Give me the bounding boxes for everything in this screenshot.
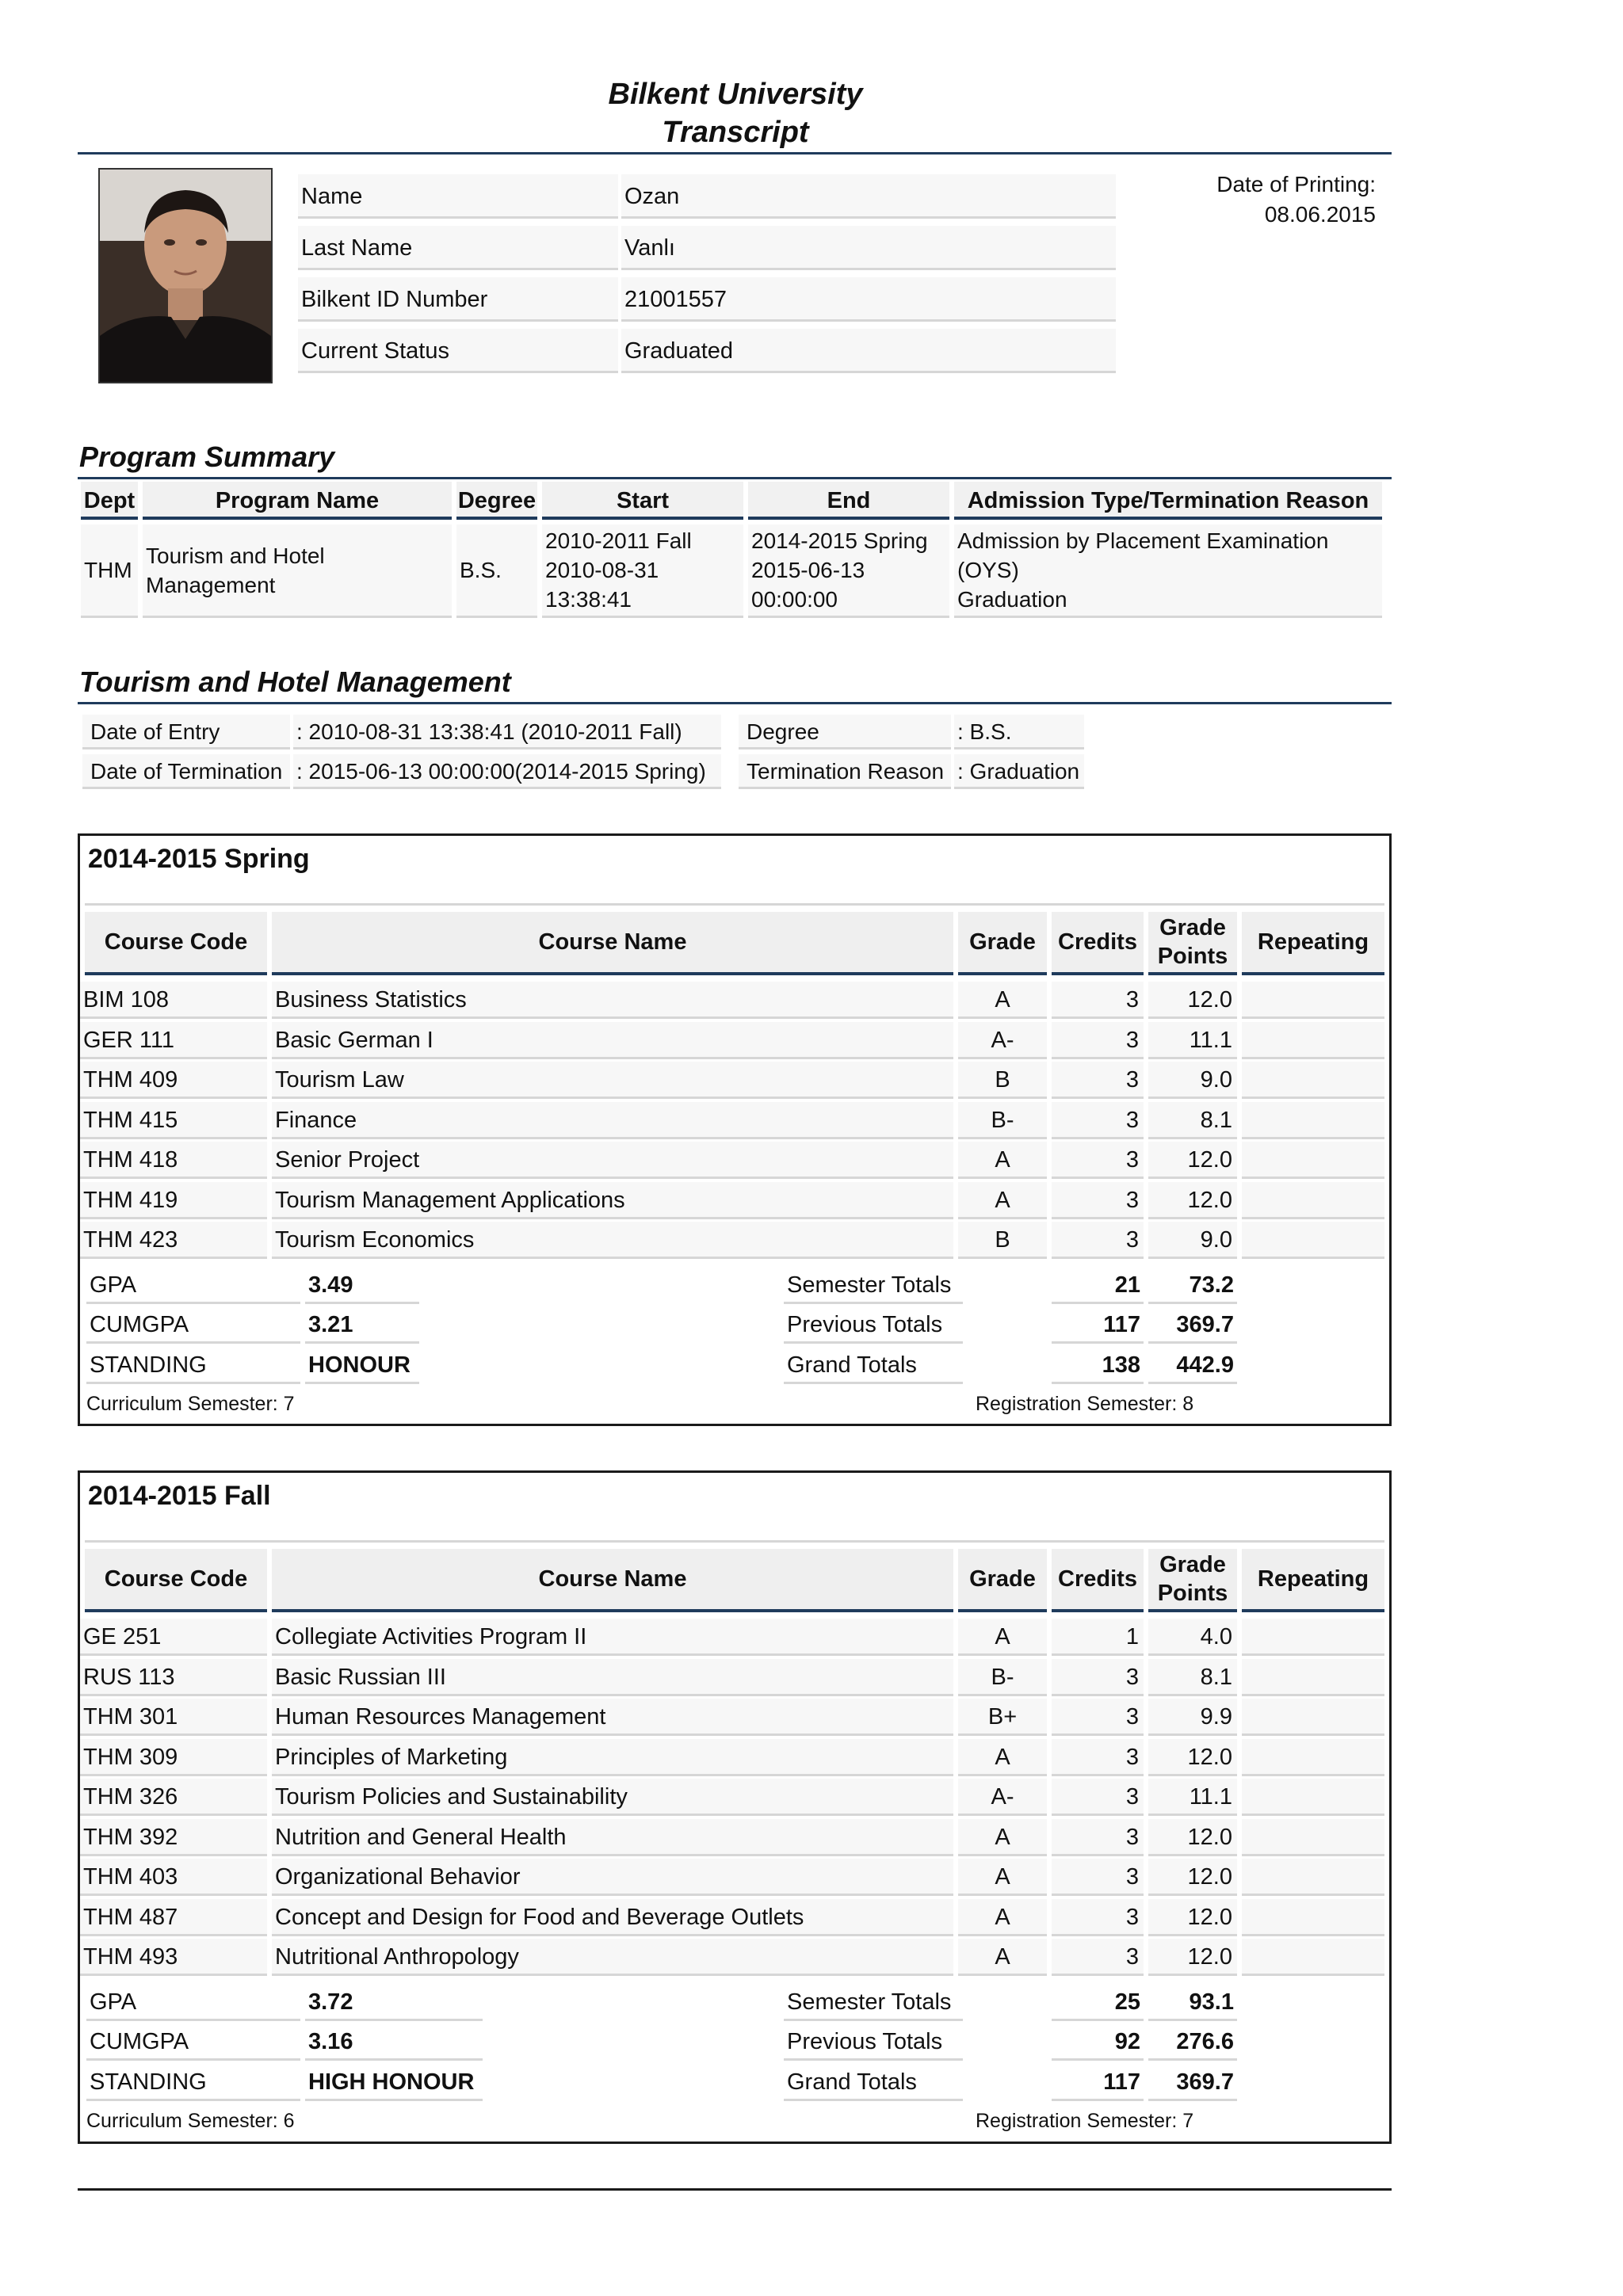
- course-row: [80, 1102, 1389, 1142]
- totals-credits: 117: [1052, 2064, 1144, 2101]
- next-semester-top-border: [78, 2188, 1392, 2191]
- course-credits: 3: [1052, 1142, 1144, 1179]
- student-photo: [98, 168, 273, 383]
- course-grade: A: [958, 1939, 1047, 1976]
- header-grade-points: [1148, 912, 1237, 975]
- course-row: [80, 1022, 1389, 1062]
- degree-value: : B.S.: [954, 715, 1084, 749]
- degree-label: Degree: [739, 715, 951, 749]
- course-repeating: [1242, 1779, 1384, 1816]
- totals-credits: 117: [1052, 1306, 1144, 1344]
- course-grade: A: [958, 982, 1047, 1019]
- course-name: Human Resources Management: [272, 1699, 953, 1736]
- header-grade-points-line1: Grade: [1159, 1552, 1226, 1577]
- totals-label: Grand Totals: [784, 1347, 963, 1384]
- totals-credits: 92: [1052, 2023, 1144, 2061]
- course-row: [80, 1939, 1389, 1978]
- course-row: [80, 1142, 1389, 1181]
- course-credits: 3: [1052, 1022, 1144, 1059]
- entry-value: : 2010-08-31 13:38:41 (2010-2011 Fall): [293, 715, 721, 749]
- ps-start: 2010-2011 Fall 2010-08-31 13:38:41: [542, 524, 743, 618]
- header-repeating: Repeating: [1242, 912, 1384, 975]
- course-code: THM 309: [80, 1739, 267, 1776]
- university-title: Bilkent University: [608, 78, 863, 111]
- info-label: Name: [298, 174, 618, 219]
- course-name: Business Statistics: [272, 982, 953, 1019]
- totals-points: 73.2: [1148, 1267, 1237, 1304]
- header-course-name: Course Name: [272, 912, 953, 975]
- totals-label: Semester Totals: [784, 1267, 963, 1304]
- semester-block: [78, 1470, 1392, 2144]
- course-code: RUS 113: [80, 1659, 267, 1696]
- course-credits: 3: [1052, 1939, 1144, 1976]
- totals-label: Previous Totals: [784, 2023, 963, 2061]
- header-course-code: Course Code: [85, 912, 267, 975]
- header-grade: Grade: [958, 1549, 1047, 1612]
- course-name: Finance: [272, 1102, 953, 1139]
- course-repeating: [1242, 1659, 1384, 1696]
- course-grade-points: 9.9: [1148, 1699, 1237, 1736]
- course-name: Senior Project: [272, 1142, 953, 1179]
- ps-header-start: Start: [542, 482, 743, 520]
- entry-label: Date of Entry: [82, 715, 290, 749]
- course-credits: 3: [1052, 982, 1144, 1019]
- totals-points: 276.6: [1148, 2023, 1237, 2061]
- curriculum-semester: Curriculum Semester: 7: [86, 1393, 295, 1415]
- totals-label: Grand Totals: [784, 2064, 963, 2101]
- course-name: Basic Russian III: [272, 1659, 953, 1696]
- course-grade: A: [958, 1739, 1047, 1776]
- summary-value-cumgpa: 3.21: [305, 1306, 419, 1344]
- course-row: [80, 1779, 1389, 1818]
- course-code: THM 301: [80, 1699, 267, 1736]
- ps-program: Tourism and Hotel Management: [143, 524, 452, 618]
- semester-title: 2014-2015 Fall: [88, 1481, 271, 1511]
- course-grade-points: 12.0: [1148, 982, 1237, 1019]
- course-row: [80, 1619, 1389, 1658]
- registration-semester: Registration Semester: 8: [976, 1393, 1194, 1415]
- summary-value-standing: HIGH HONOUR: [305, 2064, 483, 2101]
- course-code: THM 392: [80, 1819, 267, 1856]
- course-repeating: [1242, 1102, 1384, 1139]
- info-value: 21001557: [621, 277, 1116, 322]
- course-credits: 3: [1052, 1779, 1144, 1816]
- totals-label: Semester Totals: [784, 1984, 963, 2021]
- course-code: THM 326: [80, 1779, 267, 1816]
- course-code: THM 423: [80, 1222, 267, 1259]
- info-label: Bilkent ID Number: [298, 277, 618, 322]
- ps-dept: THM: [81, 524, 138, 618]
- title-separator: [85, 1540, 1384, 1543]
- curriculum-semester: Curriculum Semester: 6: [86, 2110, 295, 2132]
- program-summary-title: Program Summary: [79, 441, 335, 473]
- document-title: Transcript: [662, 116, 809, 149]
- header-repeating: Repeating: [1242, 1549, 1384, 1612]
- course-repeating: [1242, 1819, 1384, 1856]
- summary-label-standing: STANDING: [86, 1347, 300, 1384]
- course-repeating: [1242, 1739, 1384, 1776]
- course-grade-points: 12.0: [1148, 1182, 1237, 1219]
- course-name: Collegiate Activities Program II: [272, 1619, 953, 1656]
- course-code: THM 493: [80, 1939, 267, 1976]
- totals-credits: 138: [1052, 1347, 1144, 1384]
- course-repeating: [1242, 1699, 1384, 1736]
- totals-credits: 21: [1052, 1267, 1144, 1304]
- course-row: [80, 1222, 1389, 1261]
- course-grade-points: 12.0: [1148, 1899, 1237, 1936]
- course-credits: 3: [1052, 1899, 1144, 1936]
- header-grade: Grade: [958, 912, 1047, 975]
- course-grade-points: 12.0: [1148, 1819, 1237, 1856]
- totals-points: 369.7: [1148, 2064, 1237, 2101]
- summary-value-gpa: 3.49: [305, 1267, 419, 1304]
- course-credits: 3: [1052, 1182, 1144, 1219]
- course-grade: A: [958, 1859, 1047, 1896]
- course-grade: A: [958, 1182, 1047, 1219]
- course-code: GER 111: [80, 1022, 267, 1059]
- course-credits: 3: [1052, 1102, 1144, 1139]
- course-grade: B+: [958, 1699, 1047, 1736]
- info-label: Current Status: [298, 329, 618, 373]
- header-course-code: Course Code: [85, 1549, 267, 1612]
- course-credits: 3: [1052, 1659, 1144, 1696]
- course-grade-points: 9.0: [1148, 1222, 1237, 1259]
- course-grade-points: 9.0: [1148, 1062, 1237, 1099]
- ps-header-degree: Degree: [456, 482, 537, 520]
- ps-header-program: Program Name: [143, 482, 452, 520]
- course-name: Tourism Law: [272, 1062, 953, 1099]
- course-code: THM 419: [80, 1182, 267, 1219]
- header-grade-points-line2: Points: [1157, 944, 1228, 969]
- header-grade-points: [1148, 1549, 1237, 1612]
- course-repeating: [1242, 1859, 1384, 1896]
- printing-date: 08.06.2015: [1264, 202, 1376, 227]
- title-separator: [85, 903, 1384, 906]
- summary-label-standing: STANDING: [86, 2064, 300, 2101]
- course-repeating: [1242, 1142, 1384, 1179]
- ps-reason: Admission by Placement Examination (OYS) Graduation: [954, 524, 1382, 618]
- program-title: Tourism and Hotel Management: [79, 666, 511, 698]
- course-grade: A: [958, 1819, 1047, 1856]
- course-credits: 3: [1052, 1062, 1144, 1099]
- course-row: [80, 1859, 1389, 1898]
- course-grade-points: 8.1: [1148, 1659, 1237, 1696]
- course-credits: 3: [1052, 1739, 1144, 1776]
- course-credits: 3: [1052, 1859, 1144, 1896]
- course-name: Tourism Economics: [272, 1222, 953, 1259]
- course-code: THM 409: [80, 1062, 267, 1099]
- course-grade: A: [958, 1899, 1047, 1936]
- course-row: [80, 1899, 1389, 1939]
- course-credits: 3: [1052, 1819, 1144, 1856]
- course-repeating: [1242, 1899, 1384, 1936]
- course-code: THM 418: [80, 1142, 267, 1179]
- course-code: GE 251: [80, 1619, 267, 1656]
- course-row: [80, 1659, 1389, 1699]
- course-grade: B-: [958, 1102, 1047, 1139]
- course-name: Organizational Behavior: [272, 1859, 953, 1896]
- course-grade: B-: [958, 1659, 1047, 1696]
- course-repeating: [1242, 1939, 1384, 1976]
- course-grade-points: 12.0: [1148, 1739, 1237, 1776]
- info-value: Ozan: [621, 174, 1116, 219]
- semester-block: [78, 833, 1392, 1426]
- header-grade-points-line1: Grade: [1159, 915, 1226, 940]
- course-name: Basic German I: [272, 1022, 953, 1059]
- course-row: [80, 1739, 1389, 1779]
- course-grade-points: 4.0: [1148, 1619, 1237, 1656]
- date-of-printing: [1216, 170, 1376, 230]
- registration-semester: Registration Semester: 7: [976, 2110, 1194, 2132]
- course-grade: A: [958, 1142, 1047, 1179]
- course-row: [80, 982, 1389, 1021]
- course-grade: A-: [958, 1779, 1047, 1816]
- summary-label-gpa: GPA: [86, 1267, 300, 1304]
- info-value: Vanlı: [621, 226, 1116, 270]
- header-credits: Credits: [1052, 912, 1144, 975]
- course-repeating: [1242, 1062, 1384, 1099]
- header-credits: Credits: [1052, 1549, 1144, 1612]
- header-course-name: Course Name: [272, 1549, 953, 1612]
- termination-label: Date of Termination: [82, 754, 290, 789]
- reason-value: : Graduation: [954, 754, 1084, 789]
- title-rule: [78, 152, 1392, 154]
- ps-end: 2014-2015 Spring 2015-06-13 00:00:00: [748, 524, 949, 618]
- course-name: Principles of Marketing: [272, 1739, 953, 1776]
- termination-value: : 2015-06-13 00:00:00(2014-2015 Spring): [293, 754, 721, 789]
- summary-value-gpa: 3.72: [305, 1984, 483, 2021]
- totals-points: 93.1: [1148, 1984, 1237, 2021]
- course-grade: A-: [958, 1022, 1047, 1059]
- course-name: Tourism Policies and Sustainability: [272, 1779, 953, 1816]
- summary-value-standing: HONOUR: [305, 1347, 419, 1384]
- program-rule: [78, 702, 1392, 704]
- course-credits: 3: [1052, 1699, 1144, 1736]
- course-grade-points: 8.1: [1148, 1102, 1237, 1139]
- course-grade-points: 11.1: [1148, 1022, 1237, 1059]
- course-repeating: [1242, 1182, 1384, 1219]
- ps-degree: B.S.: [456, 524, 537, 618]
- totals-points: 369.7: [1148, 1306, 1237, 1344]
- course-repeating: [1242, 1022, 1384, 1059]
- course-row: [80, 1819, 1389, 1859]
- course-grade-points: 12.0: [1148, 1142, 1237, 1179]
- course-row: [80, 1062, 1389, 1101]
- course-name: Concept and Design for Food and Beverage Outlets: [272, 1899, 953, 1936]
- course-grade: B: [958, 1222, 1047, 1259]
- course-credits: 3: [1052, 1222, 1144, 1259]
- ps-header-end: End: [748, 482, 949, 520]
- course-row: [80, 1699, 1389, 1738]
- course-repeating: [1242, 1222, 1384, 1259]
- course-name: Tourism Management Applications: [272, 1182, 953, 1219]
- course-grade-points: 11.1: [1148, 1779, 1237, 1816]
- course-row: [80, 1182, 1389, 1222]
- ps-header-reason: Admission Type/Termination Reason: [954, 482, 1382, 520]
- printing-label: Date of Printing:: [1216, 172, 1376, 196]
- course-code: THM 403: [80, 1859, 267, 1896]
- course-grade: A: [958, 1619, 1047, 1656]
- summary-label-cumgpa: CUMGPA: [86, 1306, 300, 1344]
- course-code: THM 487: [80, 1899, 267, 1936]
- course-name: Nutrition and General Health: [272, 1819, 953, 1856]
- course-code: BIM 108: [80, 982, 267, 1019]
- header-grade-points-line2: Points: [1157, 1581, 1228, 1606]
- ps-header-dept: Dept: [81, 482, 138, 520]
- reason-label: Termination Reason: [739, 754, 951, 789]
- course-credits: 1: [1052, 1619, 1144, 1656]
- info-value: Graduated: [621, 329, 1116, 373]
- totals-points: 442.9: [1148, 1347, 1237, 1384]
- course-repeating: [1242, 982, 1384, 1019]
- student-photo-icon: [100, 170, 271, 382]
- info-label: Last Name: [298, 226, 618, 270]
- course-grade-points: 12.0: [1148, 1859, 1237, 1896]
- course-name: Nutritional Anthropology: [272, 1939, 953, 1976]
- course-code: THM 415: [80, 1102, 267, 1139]
- course-grade-points: 12.0: [1148, 1939, 1237, 1976]
- course-repeating: [1242, 1619, 1384, 1656]
- summary-label-gpa: GPA: [86, 1984, 300, 2021]
- summary-value-cumgpa: 3.16: [305, 2023, 483, 2061]
- semester-title: 2014-2015 Spring: [88, 844, 310, 874]
- program-summary-rule: [78, 477, 1392, 479]
- totals-credits: 25: [1052, 1984, 1144, 2021]
- course-grade: B: [958, 1062, 1047, 1099]
- summary-label-cumgpa: CUMGPA: [86, 2023, 300, 2061]
- totals-label: Previous Totals: [784, 1306, 963, 1344]
